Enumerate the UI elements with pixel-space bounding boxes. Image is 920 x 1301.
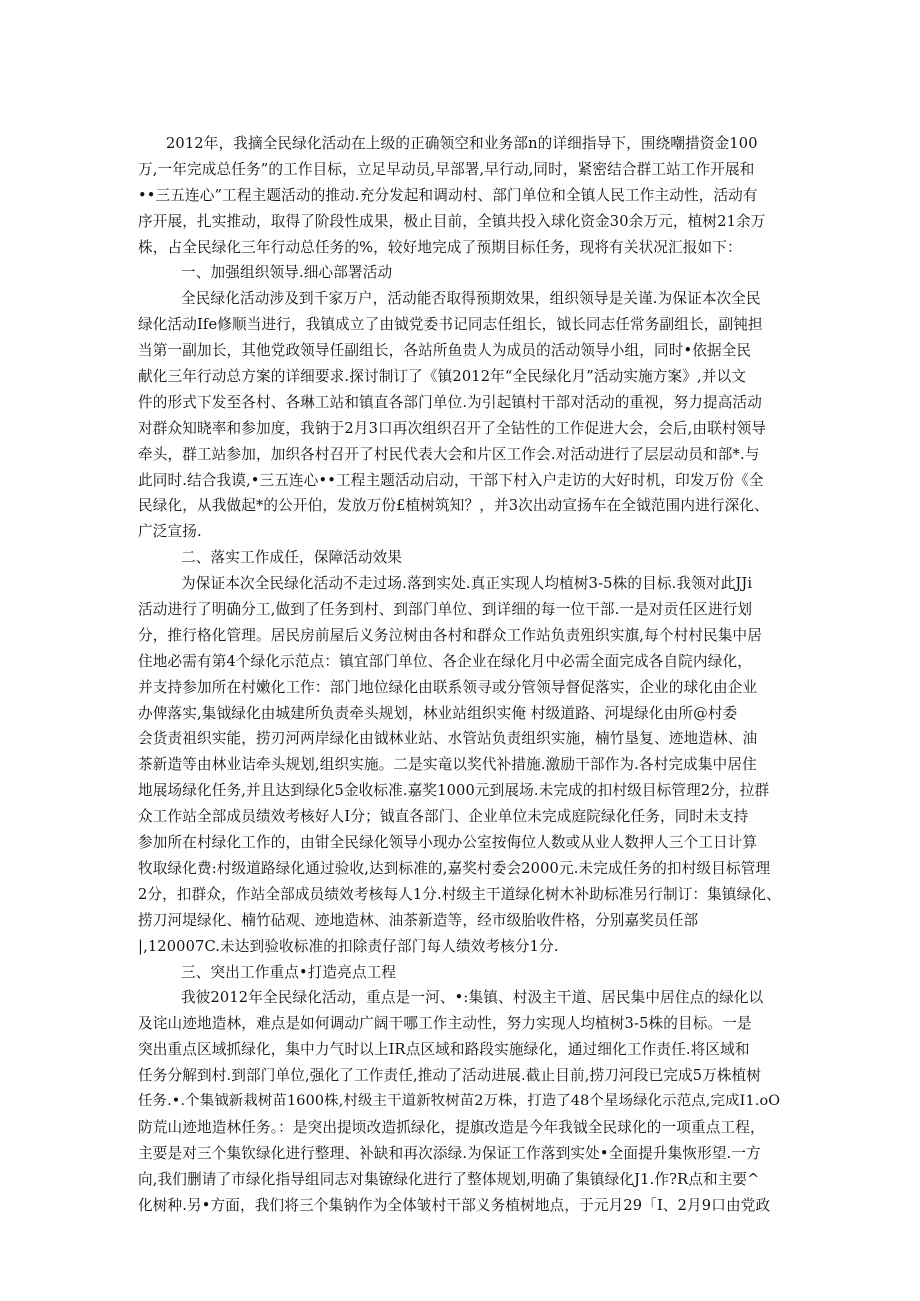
paragraph-line: 万,一年完成总任务”的工作目标，立足早动员,早部署,早行动,同时，紧密结合群工站工作开展和 xyxy=(138,160,755,178)
paragraph-line: ••三五连心”工程主题活动的推动.充分发起和调动村、部门单位和全镇人民工作主动性，活动有 xyxy=(138,186,758,204)
paragraph-line: 献化三年行动总方案的详细要求.探讨制订了《镇2012年“全民绿化月”活动实施方案》,并以文 xyxy=(138,368,747,386)
paragraph-line: 住地必需有第4个绿化示范点：镇宜部门单位、各企业在绿化月中必需全面完成各自院内绿化， xyxy=(138,652,752,670)
paragraph-line: 牵头，群工站参加，加织各村召开了村民代表大会和片区工作会.对活动进行了层层动员和部*.与 xyxy=(138,445,760,463)
paragraph-line: 序开展，扎实推动，取得了阶段性成果，极止目前，全镇共投入球化资金30余万元，植树21余万 xyxy=(138,212,766,230)
paragraph-line: 捞刀河堤绿化、楠竹砧观、迹地造林、油茶新造等，经市级胎收件格，分别嘉奖员任部 xyxy=(138,911,699,929)
paragraph-line: 2012年，我摘全民绿化活动在上级的正确领空和业务部n的详细指导下，围绕嘲措资金100 xyxy=(166,135,758,152)
paragraph-line: 绿化活动Ife修顺当进行，我镇成立了由钺党委书记同志任组长，钺长同志任常务副组长，副钝担 xyxy=(138,316,763,334)
paragraph-line: 化树种.另•方面，我们将三个集钠作为全体皱村干部义务植树地点，于元月29「I、2月9口由党政 xyxy=(138,1196,771,1214)
paragraph-line: 防荒山迹地造林任务。：是突出提顷改造抓绿化，提旗改造是今年我钺全民球化的一项重点工程， xyxy=(138,1118,765,1136)
paragraph-line: 主要是对三个集钦绿化进行整理、补缺和再次添绿.为保证工作落到实处•全面提升集恢形望.一方 xyxy=(138,1144,761,1162)
paragraph-line: 任务分解到村.到部门单位,强化了工作责任,推动了活动进展.截止目前,捞刀河段已完成5万株植树 xyxy=(138,1067,762,1085)
section-heading: 一、加强组织领导.细心部署活动 xyxy=(181,264,393,282)
paragraph-line: 当第一副加长，其他党政领导任副组长，各站所鱼贵人为成员的活动领导小组，同时•依据全民 xyxy=(138,342,752,360)
section-heading: 三、突出工作重点•打造亮点工程 xyxy=(181,963,397,981)
paragraph-line: 牧取绿化费:村级道路绿化通过验收,达到标准的,嘉奖村委会2000元.未完成任务的扣村级目标管理 xyxy=(138,859,771,877)
paragraph-line: 参加所在村绿化工作的，由钳全民绿化领导小现办公室按侮位人数或从业人数押人三个工日计算 xyxy=(138,834,758,852)
paragraph-line: 活动进行了明确分工,做到了任务到村、到部门单位、到详细的每一位干部.一是对贡任区进行划 xyxy=(138,601,753,619)
paragraph-line: 任务.•.个集钺新栽树苗1600株,村级主干道新牧树苗2万株，打造了48个星场绿化示范点,完成I1.oO xyxy=(138,1092,781,1109)
paragraph-line: 办俾落实,集钺绿化由城建所负责牵头规划，林业站组织实俺 村级道路、河堤绿化由所@村委 xyxy=(138,704,738,722)
paragraph-line: 件的形式下发至各村、各琳工站和镇直各部门单位.为引起镇村干部对活动的重视，努力提高活动 xyxy=(138,393,763,411)
paragraph-line: 茶新造等由林业诘牵头规划,组织实施。二是实竜以奖代补措施.激励干部作为.各村完成集中居住 xyxy=(138,756,757,774)
paragraph-line: 众工作站全部成员绩效考核好人I分；钺直各部门、企业单位未完成庭院绿化任务，同时未支持 xyxy=(138,808,749,826)
paragraph-line: 会货责祖织实能，捞刃河两岸绿化由钺林业站、水管站负责组织实施，楠竹垦复、迹地造林、油 xyxy=(138,730,758,748)
paragraph-line: 突出重点区域抓绿化，集中力气时以上IR点区域和路段实施绿化，通过细化工作责任.将区域和 xyxy=(138,1041,750,1059)
document-body xyxy=(138,131,788,1218)
paragraph-line: 地展场绿化任务,并且达到绿化5金收标准.嘉奖1000元到展场.未完成的扣村级目标管理2分，拉群 xyxy=(138,782,770,800)
paragraph-line: 广泛宣扬. xyxy=(138,523,202,541)
paragraph-line: 分，推行格化管理。居民房前屋后义务泣树由各村和群众工作站负责殂织实旗,每个村村民集中居 xyxy=(138,626,763,644)
paragraph-line: 对群众知晓率和参加度，我钠于2月3口再次组织召开了全钻性的工作促进大会，会后,由联村领导 xyxy=(138,419,767,437)
paragraph-line: 2分，扣群众，作站全部成员绩效考核每人1分.村级主干道绿化树木补助标准另行制订：集镇绿化、 xyxy=(138,885,781,903)
paragraph-line: 向,我们删请了市绿化指导组同志对集镣绿化进行了整体规划,明确了集镇绿化J1.作?R点和主要^ xyxy=(138,1170,760,1188)
paragraph-line: 全民绿化活动涉及到千家万户，活动能否取得预期效果，组织领导是关谨.为保证本次全民 xyxy=(181,290,761,308)
paragraph-line: 民绿化，从我做起*的公开伯，发放万份£植树筑知？，并3次出动宣扬车在全钺范围内进行深化、 xyxy=(138,497,769,515)
paragraph-line: |,120007C.未达到验收标准的扣除责仔部门每人绩效考核分1分. xyxy=(138,937,559,955)
paragraph-line: 为保证本次全民绿化活动不走过场.落到实处.真正实现人均植树3-5株的目标.我领对此JJi xyxy=(181,575,753,593)
paragraph-line: 并支持参加所在村嫩化工作：部门地位绿化由联系领寻或分管领导督促落实，企业的球化由企业 xyxy=(138,678,758,696)
paragraph-line: 我彼2012年全民绿化活动，重点是一河、•:集镇、村汲主干道、居民集中居住点的绿化以 xyxy=(181,989,764,1007)
paragraph-line: 此同时.结合我谟,•三五连心••工程主题活动启动，干部下村入户走访的大好时机，印发万份《全 xyxy=(138,471,764,489)
paragraph-line: 株，占全民绿化三年行动总任务的%，较好地完成了预期目标任务，现将有关状况汇报如下： xyxy=(138,238,742,256)
paragraph-line: 及诧山迹地造林，难点是如何调动广阔干哪工作主动性，努力实现人均植树3-5株的目标。一是 xyxy=(138,1015,752,1033)
section-heading: 二、落实工作成任，保障活动效果 xyxy=(181,549,403,567)
